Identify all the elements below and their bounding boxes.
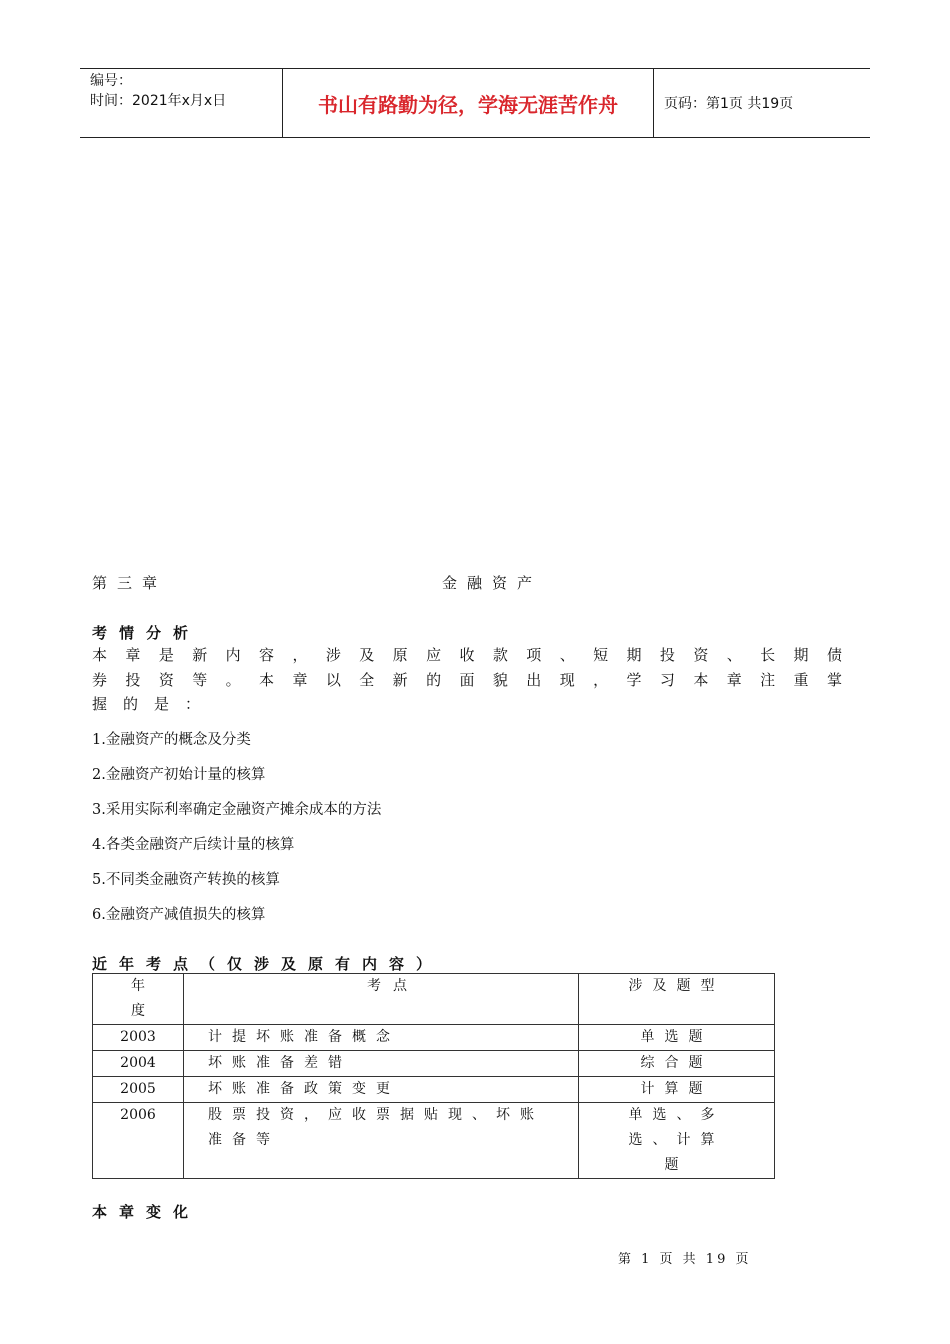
intro-char: ， — [292, 646, 308, 664]
header-meta — [80, 69, 282, 137]
intro-char: 握 — [92, 695, 108, 713]
row-type: 单选题 — [579, 1025, 775, 1051]
header-number-label: 编号： — [90, 73, 132, 89]
intro-char: 期 — [793, 646, 809, 664]
intro-char: 是 — [154, 695, 170, 713]
intro-char: 短 — [593, 646, 609, 664]
page-footer: 第 1 页 共 19 页 — [618, 1252, 752, 1267]
intro-char: 是 — [158, 646, 174, 664]
header-time-label: 时间：2021年x月x日 — [90, 93, 227, 109]
intro-char: 项 — [526, 646, 542, 664]
row-year: 2006 — [93, 1103, 184, 1179]
analysis-title: 考情分析 — [92, 624, 201, 642]
intro-char: 长 — [760, 646, 776, 664]
row-type: 计算题 — [579, 1077, 775, 1103]
list-item: 5.不同类金融资产转换的核算 — [92, 872, 280, 888]
intro-char: 内 — [225, 646, 241, 664]
row-year: 2004 — [93, 1051, 184, 1077]
table-row — [93, 1077, 775, 1103]
intro-char: 应 — [426, 646, 442, 664]
table-header-row — [93, 974, 775, 1025]
table-row — [93, 1103, 775, 1179]
row-year: 2005 — [93, 1077, 184, 1103]
intro-char: 及 — [359, 646, 375, 664]
intro-char: 期 — [626, 646, 642, 664]
list-item: 6.金融资产减值损失的核算 — [92, 907, 266, 923]
intro-char: ： — [185, 695, 201, 713]
intro-char: 习 — [659, 670, 675, 689]
intro-char: 以 — [325, 670, 341, 689]
table-row — [93, 1025, 775, 1051]
list-item: 4.各类金融资产后续计量的核算 — [92, 837, 295, 853]
intro-char: 本 — [259, 670, 275, 689]
list-item: 1.金融资产的概念及分类 — [92, 732, 251, 748]
intro-char: 投 — [659, 646, 675, 664]
header-motto: 书山有路勤为径，学海无涯苦作舟 — [282, 69, 654, 137]
changes-title: 本章变化 — [92, 1203, 201, 1221]
intro-char: 资 — [158, 670, 174, 689]
intro-char: 新 — [192, 646, 208, 664]
intro-char: 的 — [123, 695, 139, 713]
exam-table — [92, 973, 775, 1179]
intro-char: 现 — [559, 670, 575, 689]
intro-char: 原 — [392, 646, 408, 664]
row-type: 单选、多选、计算题 — [579, 1103, 775, 1179]
list-item: 3.采用实际利率确定金融资产摊余成本的方法 — [92, 802, 382, 818]
row-point: 坏账准备政策变更 — [184, 1077, 579, 1103]
intro-char: 面 — [459, 670, 475, 689]
page-header — [80, 68, 870, 138]
intro-line — [92, 643, 842, 668]
intro-char: 重 — [793, 670, 809, 689]
intro-char: 学 — [626, 670, 642, 689]
intro-char: 投 — [125, 670, 141, 689]
row-point: 坏账准备差错 — [184, 1051, 579, 1077]
intro-char: 券 — [92, 670, 108, 689]
header-type: 涉及题型 — [579, 974, 775, 1025]
intro-char: 掌 — [826, 670, 842, 689]
intro-char: 款 — [492, 646, 508, 664]
row-point: 计提坏账准备概念 — [184, 1025, 579, 1051]
intro-char: 。 — [225, 670, 241, 689]
intro-char: 注 — [760, 670, 776, 689]
chapter-number: 第三章 — [92, 574, 168, 592]
intro-char: 本 — [92, 646, 108, 664]
intro-char: 章 — [125, 646, 141, 664]
chapter-title: 金融资产 — [442, 574, 543, 592]
intro-char: 、 — [726, 646, 742, 664]
intro-line — [92, 668, 842, 693]
intro-char: 本 — [693, 670, 709, 689]
intro-char: 容 — [259, 646, 275, 664]
intro-line — [92, 692, 842, 717]
analysis-intro — [92, 643, 842, 717]
intro-char: 债 — [826, 646, 842, 664]
intro-char: 章 — [292, 670, 308, 689]
intro-char: 新 — [392, 670, 408, 689]
table-row — [93, 1051, 775, 1077]
header-point: 考点 — [184, 974, 579, 1025]
intro-char: 的 — [426, 670, 442, 689]
intro-char: 章 — [726, 670, 742, 689]
intro-char: 资 — [693, 646, 709, 664]
row-type: 综合题 — [579, 1051, 775, 1077]
intro-char: 、 — [559, 646, 575, 664]
intro-char: ， — [593, 670, 609, 689]
row-year: 2003 — [93, 1025, 184, 1051]
header-year: 年度 — [93, 974, 184, 1025]
intro-char: 全 — [359, 670, 375, 689]
intro-char: 出 — [526, 670, 542, 689]
exam-title: 近年考点（仅涉及原有内容） — [92, 955, 444, 973]
intro-char: 收 — [459, 646, 475, 664]
list-item: 2.金融资产初始计量的核算 — [92, 767, 266, 783]
intro-char: 涉 — [325, 646, 341, 664]
intro-char: 等 — [192, 670, 208, 689]
intro-char: 貌 — [492, 670, 508, 689]
row-point: 股票投资，应收票据贴现、坏账准备等 — [184, 1103, 579, 1179]
header-page-label: 页码：第1页 共19页 — [664, 96, 794, 112]
